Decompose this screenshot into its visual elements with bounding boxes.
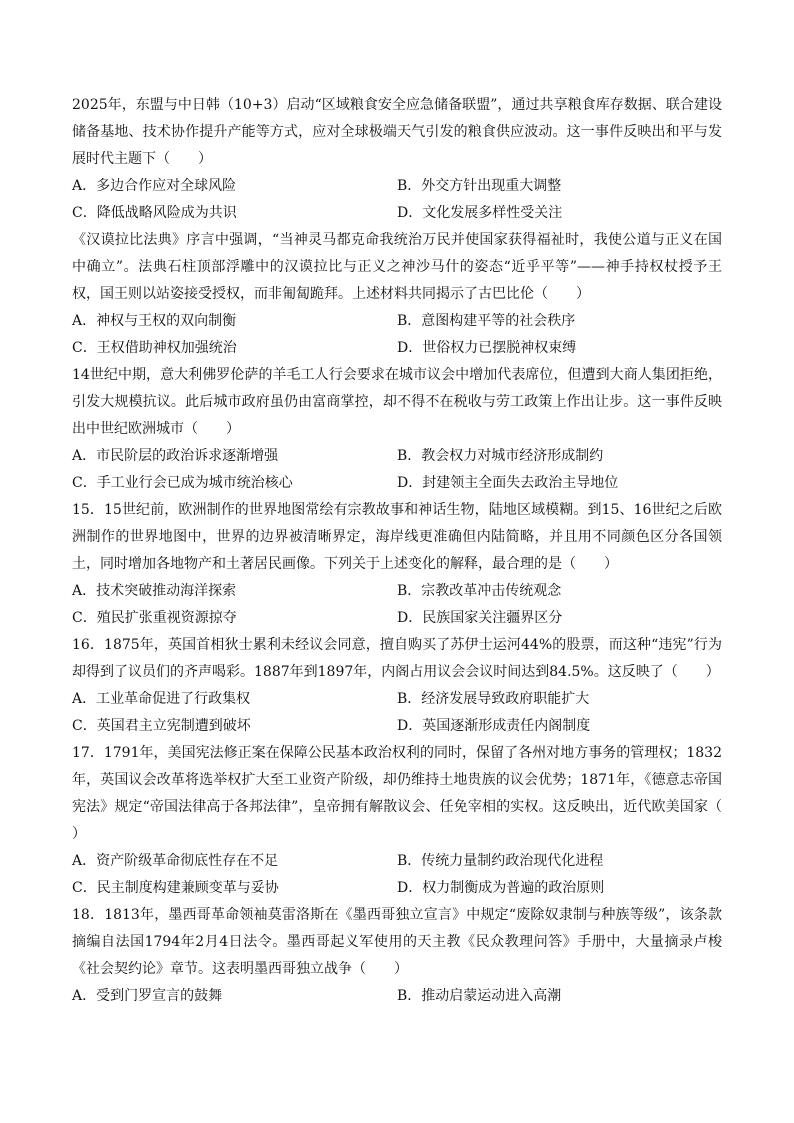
option-grid (72, 848, 722, 902)
option-a: A．市民阶层的政治诉求逐渐增强 (72, 448, 279, 464)
option-c: C．英国君主立宪制遭到破坏 (72, 718, 251, 734)
question-3 (72, 362, 722, 497)
option-b: B．宗教改革冲击传统观念 (397, 583, 562, 599)
option-b: B．经济发展导致政府职能扩大 (397, 691, 590, 707)
option-a: A．多边合作应对全球风险 (72, 178, 237, 194)
question-15 (72, 497, 722, 632)
option-d: D．世俗权力已摆脱神权束缚 (397, 340, 577, 356)
question-17 (72, 740, 750, 902)
question-18 (72, 902, 722, 1010)
question-stem: 18．1813年，墨西哥革命领袖莫雷洛斯在《墨西哥独立宣言》中规定“废除奴隶制与种族等级”，该条款摘编自法国1794年2月4日法令。墨西哥起义军使用的天主教《民众教理问答》手册中，大量摘录卢梭《社会契约论》章节。这表明墨西哥独立战争（ ） (72, 907, 722, 977)
question-stem: 14世纪中期，意大利佛罗伦萨的羊毛工人行会要求在城市议会中增加代表席位，但遭到大商人集团拒绝，引发大规模抗议。此后城市政府虽仍由富商掌控，却不得不在税收与劳工政策上作出让步。这一事件反映出中世纪欧洲城市（ ） (72, 367, 722, 437)
option-d: D．民族国家关注疆界区分 (397, 610, 563, 626)
option-a: A．受到门罗宣言的鼓舞 (72, 988, 223, 1004)
option-grid (72, 983, 722, 1010)
option-a: A．工业革命促进了行政集权 (72, 691, 251, 707)
option-a: A．技术突破推动海洋探索 (72, 583, 237, 599)
option-d: D．权力制衡成为普遍的政治原则 (397, 880, 605, 896)
exam-page (72, 92, 750, 1010)
question-2 (72, 227, 722, 362)
option-grid (72, 578, 722, 632)
option-c: C．王权借助神权加强统治 (72, 340, 237, 356)
option-d: D．封建领主全面失去政治主导地位 (397, 475, 619, 491)
option-c: C．民主制度构建兼顾变革与妥协 (72, 880, 279, 896)
option-b: B．传统力量制约政治现代化进程 (397, 853, 604, 869)
question-1 (72, 92, 722, 227)
question-stem: 17．1791年，美国宪法修正案在保障公民基本政治权利的同时，保留了各州对地方事务的管理权；1832年，英国议会改革将选举权扩大至工业资产阶级，却仍维持土地贵族的议会优势；1871年，《德意志帝国宪法》规定“帝国法律高于各邦法律”，皇帝拥有解散议会、任免宰相的实权。这反映出，近代欧美国家（ ） (72, 745, 750, 842)
option-grid (72, 443, 722, 497)
question-stem: 15．15世纪前，欧洲制作的世界地图常绘有宗教故事和神话生物，陆地区域模糊。到15、16世纪之后欧洲制作的世界地图中，世界的边界被清晰界定，海岸线更准确但内陆简略，并且用不同颜色区分各国领土，同时增加各地物产和土著居民画像。下列关于上述变化的解释，最合理的是（ ） (72, 502, 722, 572)
option-c: C．手工业行会已成为城市统治核心 (72, 475, 293, 491)
option-d: D．英国逐渐形成责任内阁制度 (397, 718, 591, 734)
option-grid (72, 686, 722, 740)
question-stem: 《汉谟拉比法典》序言中强调，“当神灵马都克命我统治万民并使国家获得福祉时，我使公道与正义在国中确立”。法典石柱顶部浮雕中的汉谟拉比与正义之神沙马什的姿态“近乎平等”——神手持权杖授予王权，国王则以站姿接受授权，而非匍匐跪拜。上述材料共同揭示了古巴比伦（ ） (72, 232, 722, 302)
option-b: B．意图构建平等的社会秩序 (397, 313, 576, 329)
option-b: B．推动启蒙运动进入高潮 (397, 988, 562, 1004)
option-d: D．文化发展多样性受关注 (397, 205, 563, 221)
option-a: A．神权与王权的双向制衡 (72, 313, 237, 329)
option-grid (72, 173, 722, 227)
question-stem: 2025年，东盟与中日韩（10+3）启动“区域粮食安全应急储备联盟”，通过共享粮食库存数据、联合建设储备基地、技术协作提升产能等方式，应对全球极端天气引发的粮食供应波动。这一事件反映出和平与发展时代主题下（ ） (72, 97, 722, 167)
option-c: C．降低战略风险成为共识 (72, 205, 237, 221)
question-16 (72, 632, 722, 740)
option-b: B．教会权力对城市经济形成制约 (397, 448, 604, 464)
option-a: A．资产阶级革命彻底性存在不足 (72, 853, 279, 869)
option-grid (72, 308, 722, 362)
option-c: C．殖民扩张重视资源掠夺 (72, 610, 237, 626)
option-b: B．外交方针出现重大调整 (397, 178, 562, 194)
question-stem: 16．1875年，英国首相狄士累利未经议会同意，擅自购买了苏伊士运河44%的股票，而这种“违宪”行为却得到了议员们的齐声喝彩。1887年到1897年，内阁占用议会会议时间达到84.5%。这反映了（ ） (72, 637, 722, 680)
